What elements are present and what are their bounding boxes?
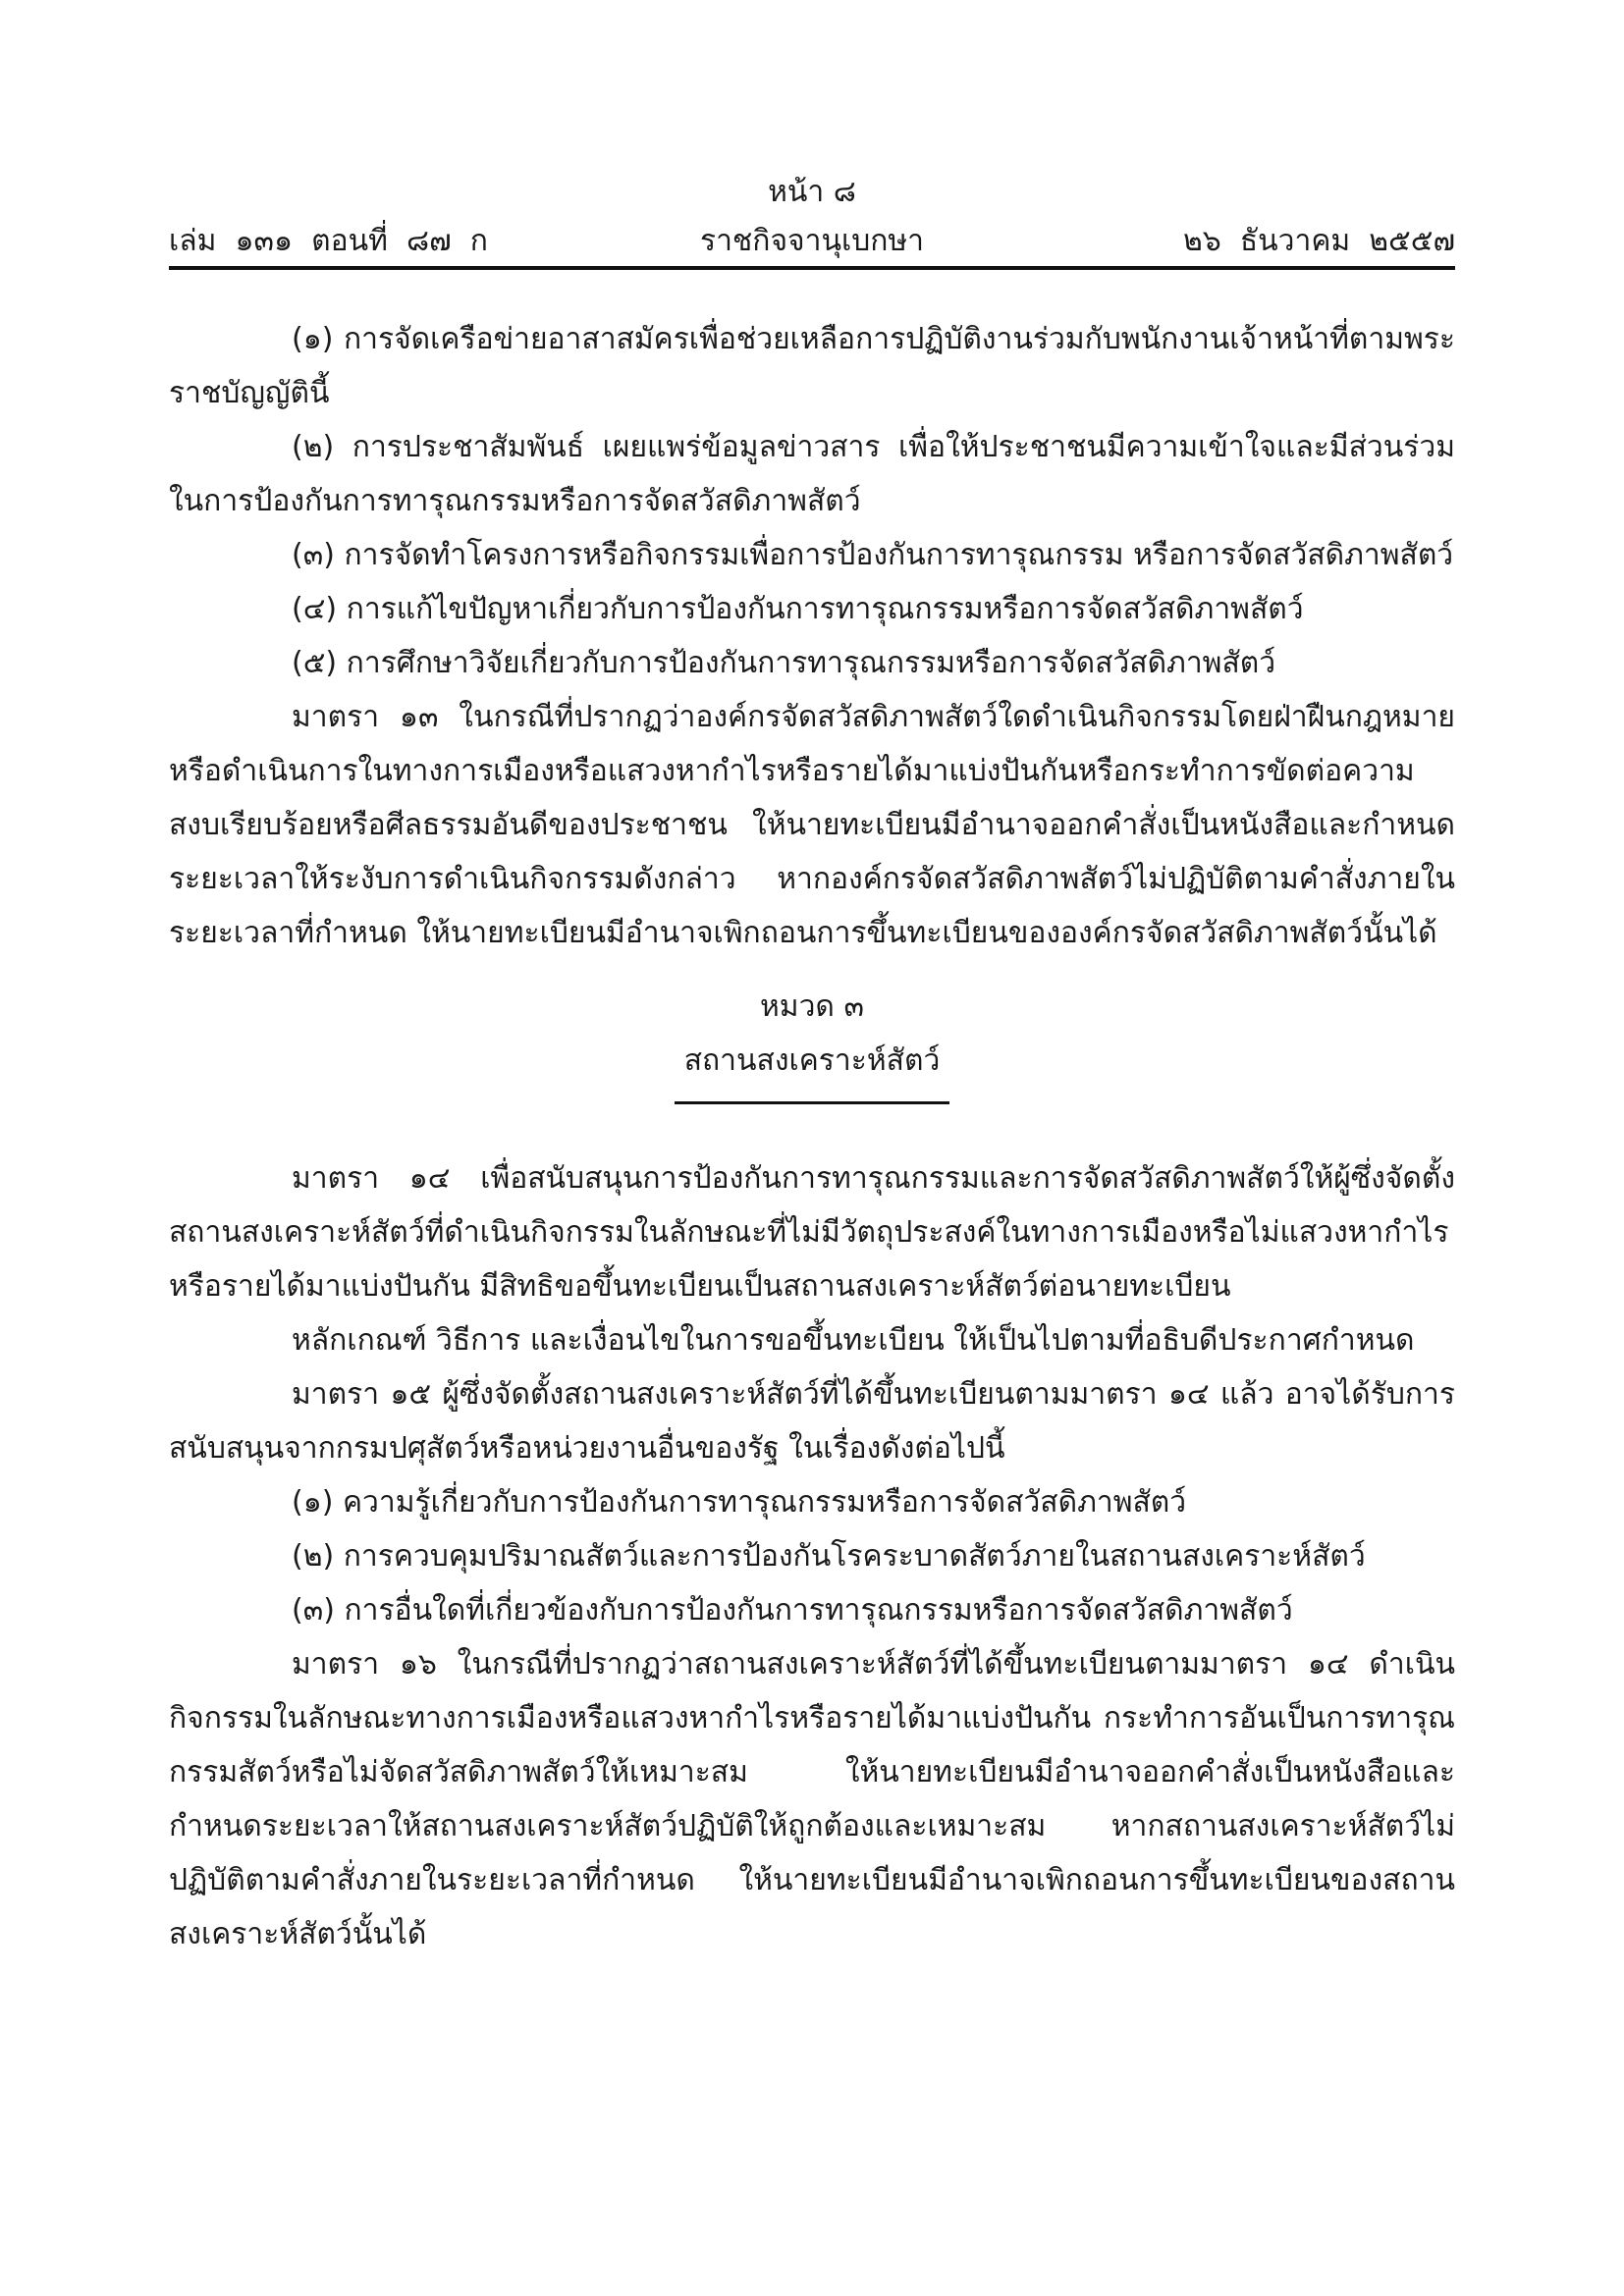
list-item: (๕) การศึกษาวิจัยเกี่ยวกับการป้องกันการทารุณกรรมหรือการจัดสวัสดิภาพสัตว์ — [292, 646, 1276, 680]
header-row — [169, 218, 1455, 261]
list-item: (๑) ความรู้เกี่ยวกับการป้องกันการทารุณกรรมหรือการจัดสวัสดิภาพสัตว์ — [292, 1485, 1187, 1520]
page-number: หน้า ๘ — [768, 175, 856, 209]
section-16-paragraph: มาตรา ๑๖ ในกรณีที่ปรากฏว่าสถานสงเคราะห์สัตว์ที่ได้ขึ้นทะเบียนตามมาตรา ๑๔ ดำเนินกิจกรรมในลักษณะทางการเมืองหรือแสวงหากำไรหรือรายได้มาแบ่งปันกัน กระทำการอันเป็นการทารุณกรรมสัตว์หรือไม่จัดสวัสดิภาพสัตว์ให้เหมาะสม ให้นายทะเบียนมีอำนาจออกคำสั่งเป็นหนังสือและกำหนดระยะเวลาให้สถานสงเคราะห์สัตว์ปฏิบัติให้ถูกต้องและเหมาะสม หากสถานสงเคราะห์สัตว์ไม่ปฏิบัติตามคำสั่งภายในระยะเวลาที่กำหนด ให้นายทะเบียนมีอำนาจเพิกถอนการขึ้นทะเบียนของสถานสงเคราะห์สัตว์นั้นได้ — [169, 1647, 1455, 1951]
criteria-paragraph: หลักเกณฑ์ วิธีการ และเงื่อนไขในการขอขึ้นทะเบียน ให้เป็นไปตามที่อธิบดีประกาศกำหนด — [292, 1323, 1415, 1358]
list-item: (๒) การควบคุมปริมาณสัตว์และการป้องกันโรคระบาดสัตว์ภายในสถานสงเคราะห์สัตว์ — [292, 1539, 1366, 1574]
publication-date: ๒๖ ธันวาคม ๒๕๕๗ — [1182, 224, 1455, 258]
section-14-paragraph: มาตรา ๑๔ เพื่อสนับสนุนการป้องกันการทารุณกรรมและการจัดสวัสดิภาพสัตว์ให้ผู้ซึ่งจัดตั้งสถานสงเคราะห์สัตว์ที่ดำเนินกิจกรรมในลักษณะที่ไม่มีวัตถุประสงค์ในทางการเมืองหรือไม่แสวงหากำไรหรือรายได้มาแบ่งปันกัน มีสิทธิขอขึ้นทะเบียนเป็นสถานสงเคราะห์สัตว์ต่อนายทะเบียน — [169, 1161, 1455, 1304]
chapter-title: สถานสงเคราะห์สัตว์ — [683, 1043, 941, 1078]
list-item: (๓) การอื่นใดที่เกี่ยวข้องกับการป้องกันการทารุณกรรมหรือการจัดสวัสดิภาพสัตว์ — [292, 1593, 1293, 1628]
chapter-number: หมวด ๓ — [760, 989, 864, 1024]
list-item: (๔) การแก้ไขปัญหาเกี่ยวกับการป้องกันการทารุณกรรมหรือการจัดสวัสดิภาพสัตว์ — [292, 592, 1304, 626]
spacer — [169, 960, 1455, 980]
document-body — [169, 312, 1455, 1961]
volume-issue: เล่ม ๑๓๑ ตอนที่ ๘๗ ก — [169, 224, 488, 258]
list-item: (๑) การจัดเครือข่ายอาสาสมัครเพื่อช่วยเหลือการปฏิบัติงานร่วมกับพนักงานเจ้าหน้าที่ตามพระราชบัญญัตินี้ — [169, 322, 1455, 410]
publication-title: ราชกิจจานุเบกษา — [699, 224, 925, 258]
section-15-paragraph: มาตรา ๑๕ ผู้ซึ่งจัดตั้งสถานสงเคราะห์สัตว์ที่ได้ขึ้นทะเบียนตามมาตรา ๑๔ แล้ว อาจได้รับการสนับสนุนจากกรมปศุสัตว์หรือหน่วยงานอื่นของรัฐ ในเรื่องดังต่อไปนี้ — [169, 1377, 1455, 1466]
chapter-divider — [675, 1101, 949, 1104]
list-item: (๓) การจัดทำโครงการหรือกิจกรรมเพื่อการป้องกันการทารุณกรรม หรือการจัดสวัสดิภาพสัตว์ — [292, 538, 1454, 572]
section-13-paragraph: มาตรา ๑๓ ในกรณีที่ปรากฏว่าองค์กรจัดสวัสดิภาพสัตว์ใดดำเนินกิจกรรมโดยฝ่าฝืนกฎหมายหรือดำเนินการในทางการเมืองหรือแสวงหากำไรหรือรายได้มาแบ่งปันกันหรือกระทำการขัดต่อความสงบเรียบร้อยหรือศีลธรรมอันดีของประชาชน ให้นายทะเบียนมีอำนาจออกคำสั่งเป็นหนังสือและกำหนดระยะเวลาให้ระงับการดำเนินกิจกรรมดังกล่าว หากองค์กรจัดสวัสดิภาพสัตว์ไม่ปฏิบัติตามคำสั่งภายในระยะเวลาที่กำหนด ให้นายทะเบียนมีอำนาจเพิกถอนการขึ้นทะเบียนขององค์กรจัดสวัสดิภาพสัตว์นั้นได้ — [169, 700, 1455, 950]
header-divider — [169, 266, 1455, 270]
list-item: (๒) การประชาสัมพันธ์ เผยแพร่ข้อมูลข่าวสาร เพื่อให้ประชาชนมีความเข้าใจและมีส่วนร่วมในการป้องกันการทารุณกรรมหรือการจัดสวัสดิภาพสัตว์ — [169, 430, 1455, 518]
